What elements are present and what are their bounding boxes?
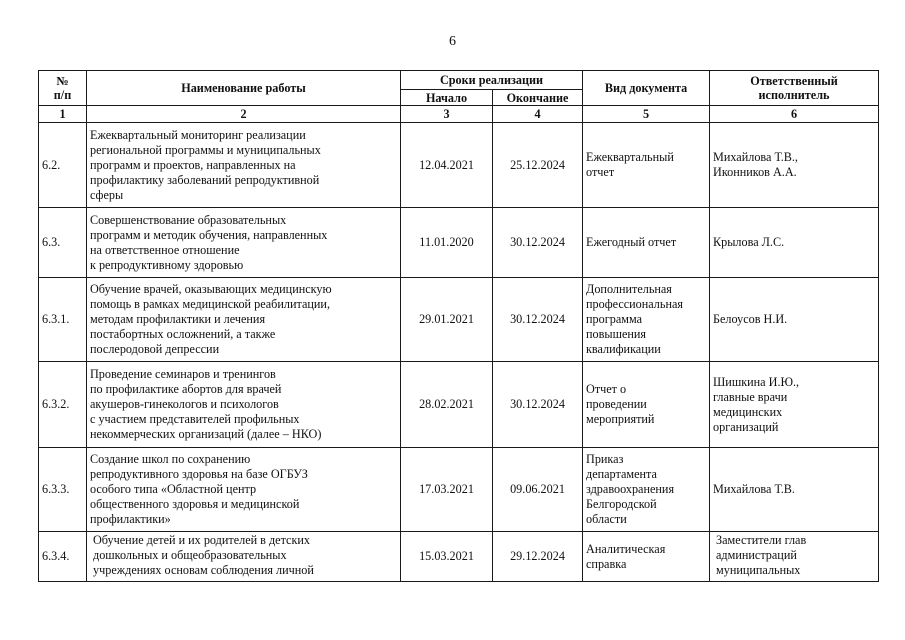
header-responsible: Ответственный исполнитель (710, 71, 879, 106)
header-end: Окончание (493, 90, 583, 106)
header-period: Сроки реализации (401, 71, 583, 90)
table-row (39, 362, 879, 448)
responsible-cell (710, 532, 879, 582)
start-date: 17.03.2021 (401, 448, 493, 532)
document-type: Дополнительная профессиональная программа повышения квалификации (583, 278, 710, 362)
responsible-person: Михайлова Т.В., Иконников А.А. (710, 123, 879, 208)
document-type: Ежегодный отчет (583, 208, 710, 278)
header-start: Начало (401, 90, 493, 106)
work-name: Проведение семинаров и тренингов по профилактике абортов для врачей акушеров-гинекологов и психологов с участием представителей профильных некоммерческих организаций (далее – НКО) (87, 362, 401, 448)
header-num: № п/п (39, 71, 87, 106)
start-date: 29.01.2021 (401, 278, 493, 362)
responsible-person: Заместители глав администраций муниципальных (716, 533, 807, 577)
responsible-person: Белоусов Н.И. (710, 278, 879, 362)
work-name: Обучение врачей, оказывающих медицинскую помощь в рамках медицинской реабилитации, методам профилактики и лечения постабортных осложнений, а также послеродовой депрессии (87, 278, 401, 362)
header-work-name: Наименование работы (87, 71, 401, 106)
document-type: Отчет о проведении мероприятий (583, 362, 710, 448)
end-date: 29.12.2024 (493, 532, 583, 582)
end-date: 30.12.2024 (493, 362, 583, 448)
table-row (39, 448, 879, 532)
end-date: 30.12.2024 (493, 278, 583, 362)
table-row (39, 123, 879, 208)
work-plan-table (38, 70, 879, 582)
work-name-cell (87, 532, 401, 582)
start-date: 28.02.2021 (401, 362, 493, 448)
column-number: 4 (493, 106, 583, 123)
table-row (39, 278, 879, 362)
header-row (39, 71, 879, 90)
column-numbers-row (39, 106, 879, 123)
start-date: 11.01.2020 (401, 208, 493, 278)
header-doc-type: Вид документа (583, 71, 710, 106)
column-number: 2 (87, 106, 401, 123)
end-date: 25.12.2024 (493, 123, 583, 208)
work-name: Совершенствование образовательных программ и методик обучения, направленных на ответственное отношение к репродуктивному здоровью (87, 208, 401, 278)
document-type: Приказ департамента здравоохранения Белгородской области (583, 448, 710, 532)
responsible-person: Крылова Л.С. (710, 208, 879, 278)
page-number: 6 (449, 34, 456, 49)
end-date: 30.12.2024 (493, 208, 583, 278)
column-number: 1 (39, 106, 87, 123)
work-name: Создание школ по сохранению репродуктивного здоровья на базе ОГБУЗ особого типа «Областной центр общественного здоровья и медицинской профилактики» (87, 448, 401, 532)
document-type: Ежеквартальный отчет (583, 123, 710, 208)
row-number: 6.3.2. (39, 362, 87, 448)
start-date: 12.04.2021 (401, 123, 493, 208)
responsible-person: Михайлова Т.В. (710, 448, 879, 532)
end-date: 09.06.2021 (493, 448, 583, 532)
document-type: Аналитическая справка (583, 532, 710, 582)
column-number: 6 (710, 106, 879, 123)
responsible-person: Шишкина И.Ю., главные врачи медицинских организаций (710, 362, 879, 448)
column-number: 3 (401, 106, 493, 123)
work-name: Обучение детей и их родителей в детских дошкольных и общеобразовательных учреждениях основам соблюдения личной (93, 533, 314, 577)
start-date: 15.03.2021 (401, 532, 493, 582)
row-number: 6.3.3. (39, 448, 87, 532)
column-number: 5 (583, 106, 710, 123)
row-number: 6.3.1. (39, 278, 87, 362)
row-number: 6.3.4. (39, 532, 87, 582)
table-row (39, 532, 879, 582)
row-number: 6.2. (39, 123, 87, 208)
row-number: 6.3. (39, 208, 87, 278)
table-row (39, 208, 879, 278)
work-name: Ежеквартальный мониторинг реализации региональной программы и муниципальных программ и проектов, направленных на профилактику заболеваний репродуктивной сферы (87, 123, 401, 208)
